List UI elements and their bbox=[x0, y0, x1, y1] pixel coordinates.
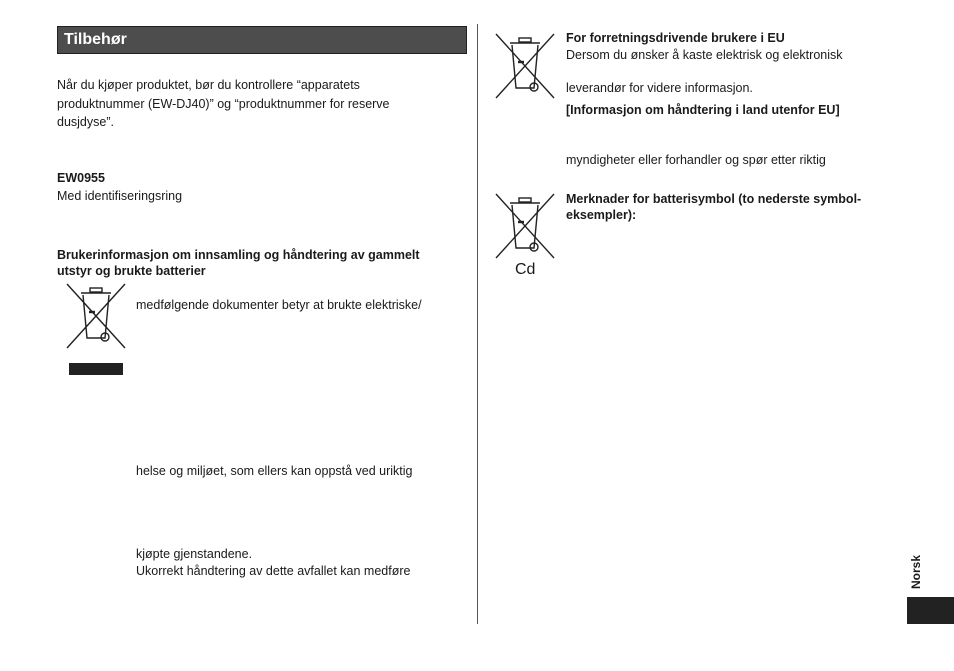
black-bar bbox=[69, 363, 123, 375]
authorities-line: myndigheter eller forhandler og spør etter riktig bbox=[566, 153, 826, 167]
text-documents: medfølgende dokumenter betyr at brukte elektriske/ bbox=[136, 298, 422, 312]
text-health: helse og miljøet, som ellers kan oppstå ved uriktig bbox=[136, 464, 413, 478]
part-number: EW0955 bbox=[57, 171, 105, 185]
supplier-line: leverandør for videre informasjon. bbox=[566, 81, 753, 95]
crossed-out-bin-icon bbox=[65, 282, 127, 350]
business-users-line: Dersom du ønsker å kaste elektrisk og elektronisk bbox=[566, 48, 843, 62]
battery-heading-1: Merknader for batterisymbol (to nederste symbol- bbox=[566, 192, 862, 206]
language-tab bbox=[906, 550, 926, 594]
battery-heading-2: eksempler): bbox=[566, 208, 637, 222]
business-users-heading: For forretningsdrivende brukere i EU bbox=[566, 31, 785, 45]
page-tab-block bbox=[907, 597, 954, 624]
language-label: Norsk bbox=[909, 554, 924, 590]
intro-line-3: dusjdyse”. bbox=[57, 115, 114, 129]
outside-eu-heading: [Informasjon om håndtering i land utenfor EU] bbox=[566, 103, 840, 117]
user-info-heading-2: utstyr og brukte batterier bbox=[57, 264, 206, 278]
text-incorrect-handling: Ukorrekt håndtering av dette avfallet kan medføre bbox=[136, 564, 411, 578]
crossed-out-bin-icon bbox=[494, 192, 556, 260]
section-title: Tilbehør bbox=[64, 31, 127, 48]
column-divider bbox=[477, 24, 478, 624]
intro-line-2: produktnummer (EW-DJ40)” og “produktnummer for reserve bbox=[57, 97, 390, 111]
user-info-heading-1: Brukerinformasjon om innsamling og håndtering av gammelt bbox=[57, 248, 420, 262]
cd-label: Cd bbox=[515, 261, 536, 278]
text-items: kjøpte gjenstandene. bbox=[136, 547, 253, 561]
crossed-out-bin-icon bbox=[494, 32, 556, 100]
section-header-accessories bbox=[57, 26, 467, 54]
part-description: Med identifiseringsring bbox=[57, 189, 183, 203]
intro-line-1: Når du kjøper produktet, bør du kontrollere “apparatets bbox=[57, 78, 360, 92]
